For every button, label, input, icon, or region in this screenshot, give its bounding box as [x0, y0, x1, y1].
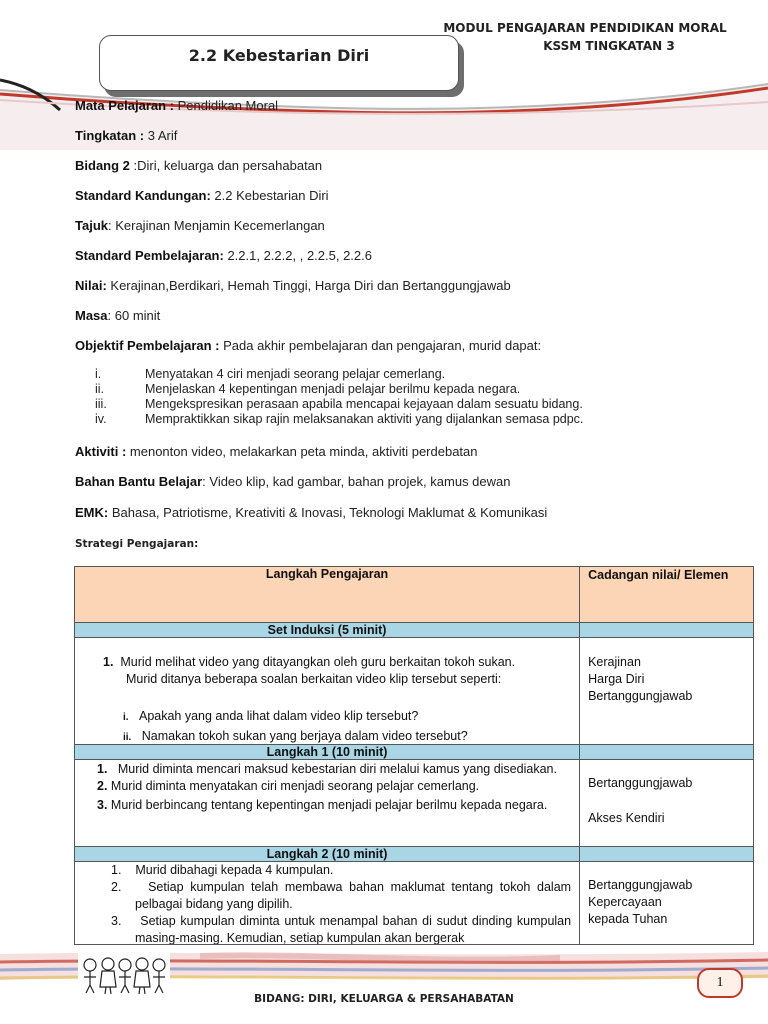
- question-text: Namakan tokoh sukan yang berjaya dalam video tersebut?: [141, 729, 468, 743]
- table-row: [75, 760, 754, 847]
- info-label: Masa: [75, 308, 108, 323]
- value-item: Bertanggungjawab: [588, 776, 693, 790]
- step-number: 3.: [97, 798, 108, 812]
- module-title-line1: MODUL PENGAJARAN PENDIDIKAN MORAL: [443, 21, 727, 35]
- step-text: Murid dibahagi kepada 4 kumpulan.: [135, 863, 334, 877]
- section-blank-cell: [580, 745, 754, 760]
- objective-number: iv.: [95, 412, 107, 426]
- section-blank-cell: [580, 847, 754, 862]
- values-cell: [580, 760, 754, 847]
- info-row-duration: [75, 308, 160, 323]
- values-cell: [580, 862, 754, 945]
- value-item: kepada Tuhan: [588, 912, 668, 926]
- step-item: [83, 778, 571, 795]
- objective-text: Menjelaskan 4 kepentingan menjadi pelajar berilmu kepada negara.: [145, 382, 521, 396]
- objective-text: Mengekspresikan perasaan apabila mencapai kejayaan dalam sesuatu bidang.: [145, 397, 583, 411]
- step-item: [83, 654, 571, 671]
- info-label: Standard Pembelajaran:: [75, 248, 224, 263]
- step-text: Setiap kumpulan diminta untuk menampal bahan di sudut dinding kumpulan masing-masing. Kemudian, setiap kumpulan akan bergerak: [135, 914, 572, 944]
- info-value: : Video klip, kad gambar, bahan projek, kamus dewan: [202, 474, 511, 489]
- value-item: Bertanggungjawab: [588, 878, 693, 892]
- info-row-subject: [75, 98, 278, 113]
- section-row-langkah-2: [75, 847, 754, 862]
- col-header-values: Cadangan nilai/ Elemen: [580, 567, 754, 623]
- info-row-teaching-aids: [75, 474, 511, 489]
- objective-number: iii.: [95, 397, 107, 411]
- question-item: [83, 707, 571, 727]
- objective-text: Mempraktikkan sikap rajin melaksanakan aktiviti yang dijalankan semasa pdpc.: [145, 412, 584, 426]
- step-text: Murid diminta mencari maksud kebestarian diri melalui kamus yang disediakan.: [117, 762, 557, 776]
- children-illustration-icon: [78, 953, 170, 997]
- info-label: Standard Kandungan:: [75, 188, 211, 203]
- steps-cell: [75, 862, 580, 945]
- info-label: Objektif Pembelajaran :: [75, 338, 220, 353]
- table-header-row: [75, 567, 754, 623]
- info-row-field: [75, 158, 322, 173]
- step-text: Setiap kumpulan telah membawa bahan maklumat tentang tokoh dalam pelbagai bidang yang dipilih.: [135, 880, 572, 911]
- section-title: Langkah 1 (10 minit): [75, 745, 580, 760]
- question-text: Apakah yang anda lihat dalam video klip tersebut?: [138, 709, 419, 723]
- step-item: [83, 761, 571, 778]
- step-text: Murid melihat video yang ditayangkan oleh guru berkaitan tokoh sukan.: [120, 655, 516, 669]
- info-value: : Kerajinan Menjamin Kecemerlangan: [108, 218, 325, 233]
- info-label: EMK:: [75, 505, 109, 520]
- table-row: [75, 862, 754, 945]
- section-blank-cell: [580, 623, 754, 638]
- objective-number: ii.: [95, 382, 105, 396]
- info-value: :Diri, keluarga dan persahabatan: [129, 158, 323, 173]
- info-label: Tingkatan :: [75, 128, 145, 143]
- info-value: 2.2 Kebestarian Diri: [210, 188, 329, 203]
- objective-item: [95, 412, 583, 426]
- info-row-values: [75, 278, 511, 293]
- step-item: [83, 862, 571, 879]
- value-item: Bertanggungjawab: [588, 689, 693, 703]
- col-header-steps: Langkah Pengajaran: [75, 567, 580, 623]
- info-label: Mata Pelajaran :: [75, 98, 174, 113]
- info-label: Tajuk: [75, 218, 108, 233]
- step-text: Murid berbincang tentang kepentingan menjadi pelajar berilmu kepada negara.: [110, 798, 548, 812]
- info-value: Kerajinan,Berdikari, Hemah Tinggi, Harga Diri dan Bertanggungjawab: [106, 278, 511, 293]
- info-label: Nilai:: [75, 278, 107, 293]
- info-row-objectives: [75, 338, 541, 353]
- info-label: Bahan Bantu Belajar: [75, 474, 203, 489]
- section-title: Set Induksi (5 minit): [75, 623, 580, 638]
- info-row-topic: [75, 218, 325, 233]
- info-label: Aktiviti :: [75, 444, 127, 459]
- teaching-strategy-table: [74, 566, 754, 945]
- info-row-activities: [75, 444, 478, 459]
- info-row-emk: [75, 505, 547, 520]
- footer-field-label: BIDANG: DIRI, KELUARGA & PERSAHABATAN: [254, 993, 514, 1005]
- step-number: 2.: [111, 880, 122, 894]
- steps-cell: [75, 760, 580, 847]
- strategy-heading: Strategi Pengajaran:: [75, 538, 199, 550]
- value-item: Akses Kendiri: [588, 811, 665, 825]
- step-text-line2: Murid ditanya beberapa soalan berkaitan video klip tersebut seperti:: [126, 672, 502, 686]
- info-value: Pada akhir pembelajaran dan pengajaran, murid dapat:: [219, 338, 542, 353]
- step-number: 1.: [103, 655, 114, 669]
- info-value: : 60 minit: [107, 308, 161, 323]
- step-item: [83, 797, 571, 814]
- objective-number: i.: [95, 367, 102, 381]
- info-value: menonton video, melakarkan peta minda, aktiviti perdebatan: [126, 444, 478, 459]
- info-row-content-standard: [75, 188, 329, 203]
- step-number: 3.: [111, 914, 122, 928]
- page-number-badge: 1: [697, 968, 743, 998]
- objective-item: [95, 397, 583, 411]
- table-row: [75, 638, 754, 745]
- info-value: Pendidikan Moral: [174, 98, 279, 113]
- objective-text: Menyatakan 4 ciri menjadi seorang pelajar cemerlang.: [145, 367, 446, 381]
- value-item: Harga Diri: [588, 672, 645, 686]
- steps-cell: [75, 638, 580, 745]
- info-value: 2.2.1, 2.2.2, , 2.2.5, 2.2.6: [223, 248, 372, 263]
- step-text: Murid diminta menyatakan ciri menjadi seorang pelajar cemerlang.: [110, 779, 480, 793]
- info-label: Bidang 2: [75, 158, 130, 173]
- info-value: 3 Arif: [144, 128, 178, 143]
- section-row-set-induksi: [75, 623, 754, 638]
- topic-title: 2.2 Kebestarian Diri: [188, 46, 370, 65]
- objective-item: [95, 382, 520, 396]
- info-row-learning-standard: [75, 248, 372, 263]
- module-title-line2: KSSM TINGKATAN 3: [543, 39, 675, 53]
- value-item: Kerajinan: [588, 655, 641, 669]
- step-number: 2.: [97, 779, 108, 793]
- objective-item: [95, 367, 445, 381]
- section-title: Langkah 2 (10 minit): [75, 847, 580, 862]
- info-value: Bahasa, Patriotisme, Kreativiti & Inovasi, Teknologi Maklumat & Komunikasi: [108, 505, 548, 520]
- question-number: i.: [123, 712, 129, 723]
- step-item: [83, 913, 571, 944]
- value-item: Kepercayaan: [588, 895, 662, 909]
- topic-title-box: [99, 35, 459, 91]
- step-item: [83, 879, 571, 913]
- step-number: 1.: [97, 762, 108, 776]
- values-cell: [580, 638, 754, 745]
- question-number: ii.: [123, 732, 132, 743]
- step-number: 1.: [111, 863, 122, 877]
- info-row-form: [75, 128, 177, 143]
